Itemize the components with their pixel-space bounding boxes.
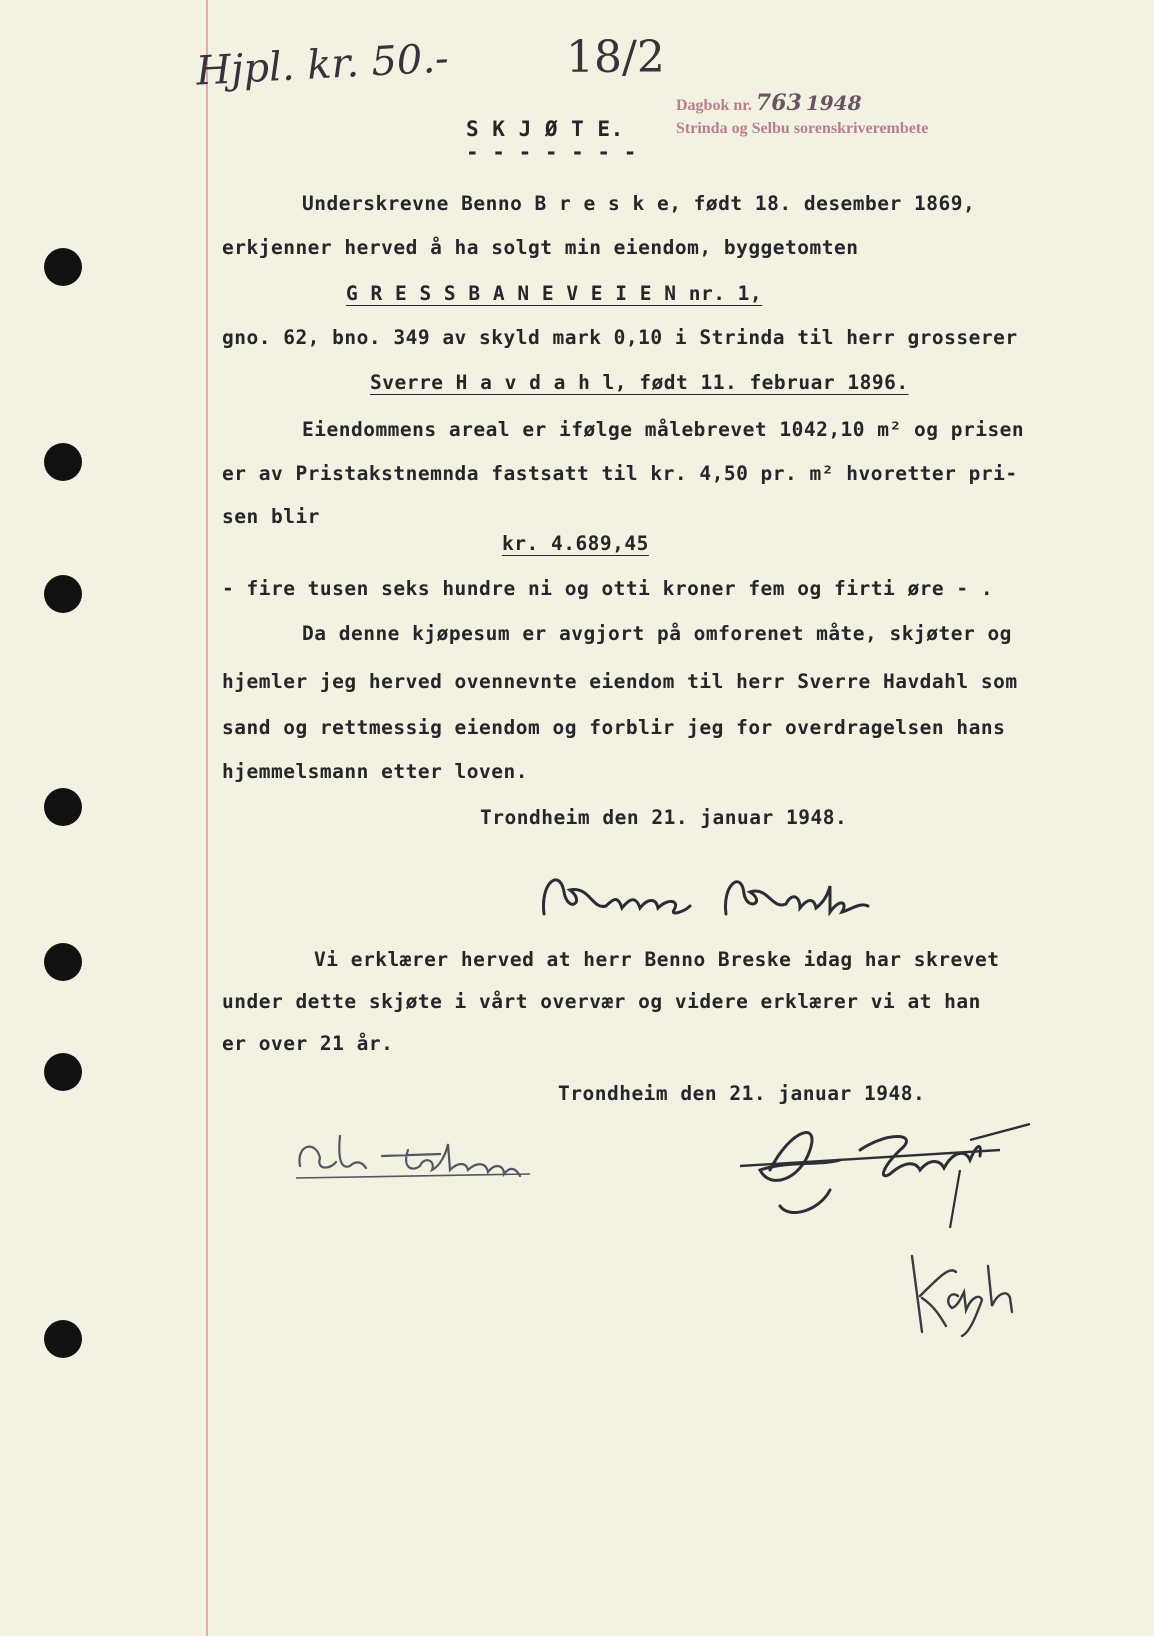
text-line: gno. 62, bno. 349 av skyld mark 0,10 i Strinda til herr grosserer	[222, 326, 1018, 349]
title-rule: - - - - - - -	[466, 140, 637, 164]
text-line: sen blir	[222, 505, 320, 528]
text-line: er over 21 år.	[222, 1032, 394, 1055]
text-line: Eiendommens areal er ifølge målebrevet 1042,10 m² og prisen	[302, 418, 1025, 441]
punch-hole	[44, 1053, 82, 1091]
punch-hole	[44, 575, 82, 613]
initials-mark	[900, 1236, 1040, 1346]
text-line: sand og rettmessig eiendom og forblir jeg for overdragelsen hans	[222, 716, 1006, 739]
text-line: hjemler jeg herved ovennevnte eiendom til herr Sverre Havdahl som	[222, 670, 1018, 693]
punch-hole	[44, 443, 82, 481]
text-line: erkjenner herved å ha solgt min eiendom, byggetomten	[222, 236, 859, 259]
document-title: S K J Ø T E.	[466, 117, 624, 141]
punch-hole	[44, 248, 82, 286]
date-note: 18/2	[566, 32, 665, 83]
text-line: hjemmelsmann etter loven.	[222, 760, 528, 783]
property-name: G R E S S B A N E V E I E N nr. 1,	[346, 282, 763, 305]
price-in-words: - fire tusen seks hundre ni og otti kroner fem og firti øre - .	[222, 577, 994, 600]
text-line: Da denne kjøpesum er avgjort på omforenet måte, skjøter og	[302, 622, 1012, 645]
witness-signature-2	[730, 1110, 1050, 1230]
text-line: Underskrevne Benno B r e s k e, født 18. desember 1869,	[302, 192, 976, 215]
fee-note: Hjpl. kr. 50.-	[194, 35, 450, 95]
text-line: er av Pristakstnemnda fastsatt til kr. 4,50 pr. m² hvoretter pri-	[222, 462, 1018, 485]
stamp-number: 763	[755, 90, 802, 116]
court-stamp: Strinda og Selbu sorenskriverembete	[676, 120, 929, 137]
stamp-prefix: Dagbok nr.	[676, 97, 752, 114]
place-date: Trondheim den 21. januar 1948.	[480, 806, 848, 829]
seller-signature	[530, 862, 890, 932]
punch-hole	[44, 788, 82, 826]
margin-rule	[206, 0, 208, 1636]
stamp-year: 1948	[805, 91, 862, 115]
text-line: Vi erklærer herved at herr Benno Breske idag har skrevet	[314, 948, 1000, 971]
price-amount: kr. 4.689,45	[502, 532, 649, 555]
punch-hole	[44, 943, 82, 981]
text-line: under dette skjøte i vårt overvær og videre erklærer vi at han	[222, 990, 981, 1013]
buyer-name: Sverre H a v d a h l, født 11. februar 1896.	[370, 371, 909, 394]
diary-stamp	[676, 90, 862, 116]
punch-hole	[44, 1320, 82, 1358]
witness-signature-1	[290, 1126, 550, 1186]
place-date: Trondheim den 21. januar 1948.	[558, 1082, 926, 1105]
